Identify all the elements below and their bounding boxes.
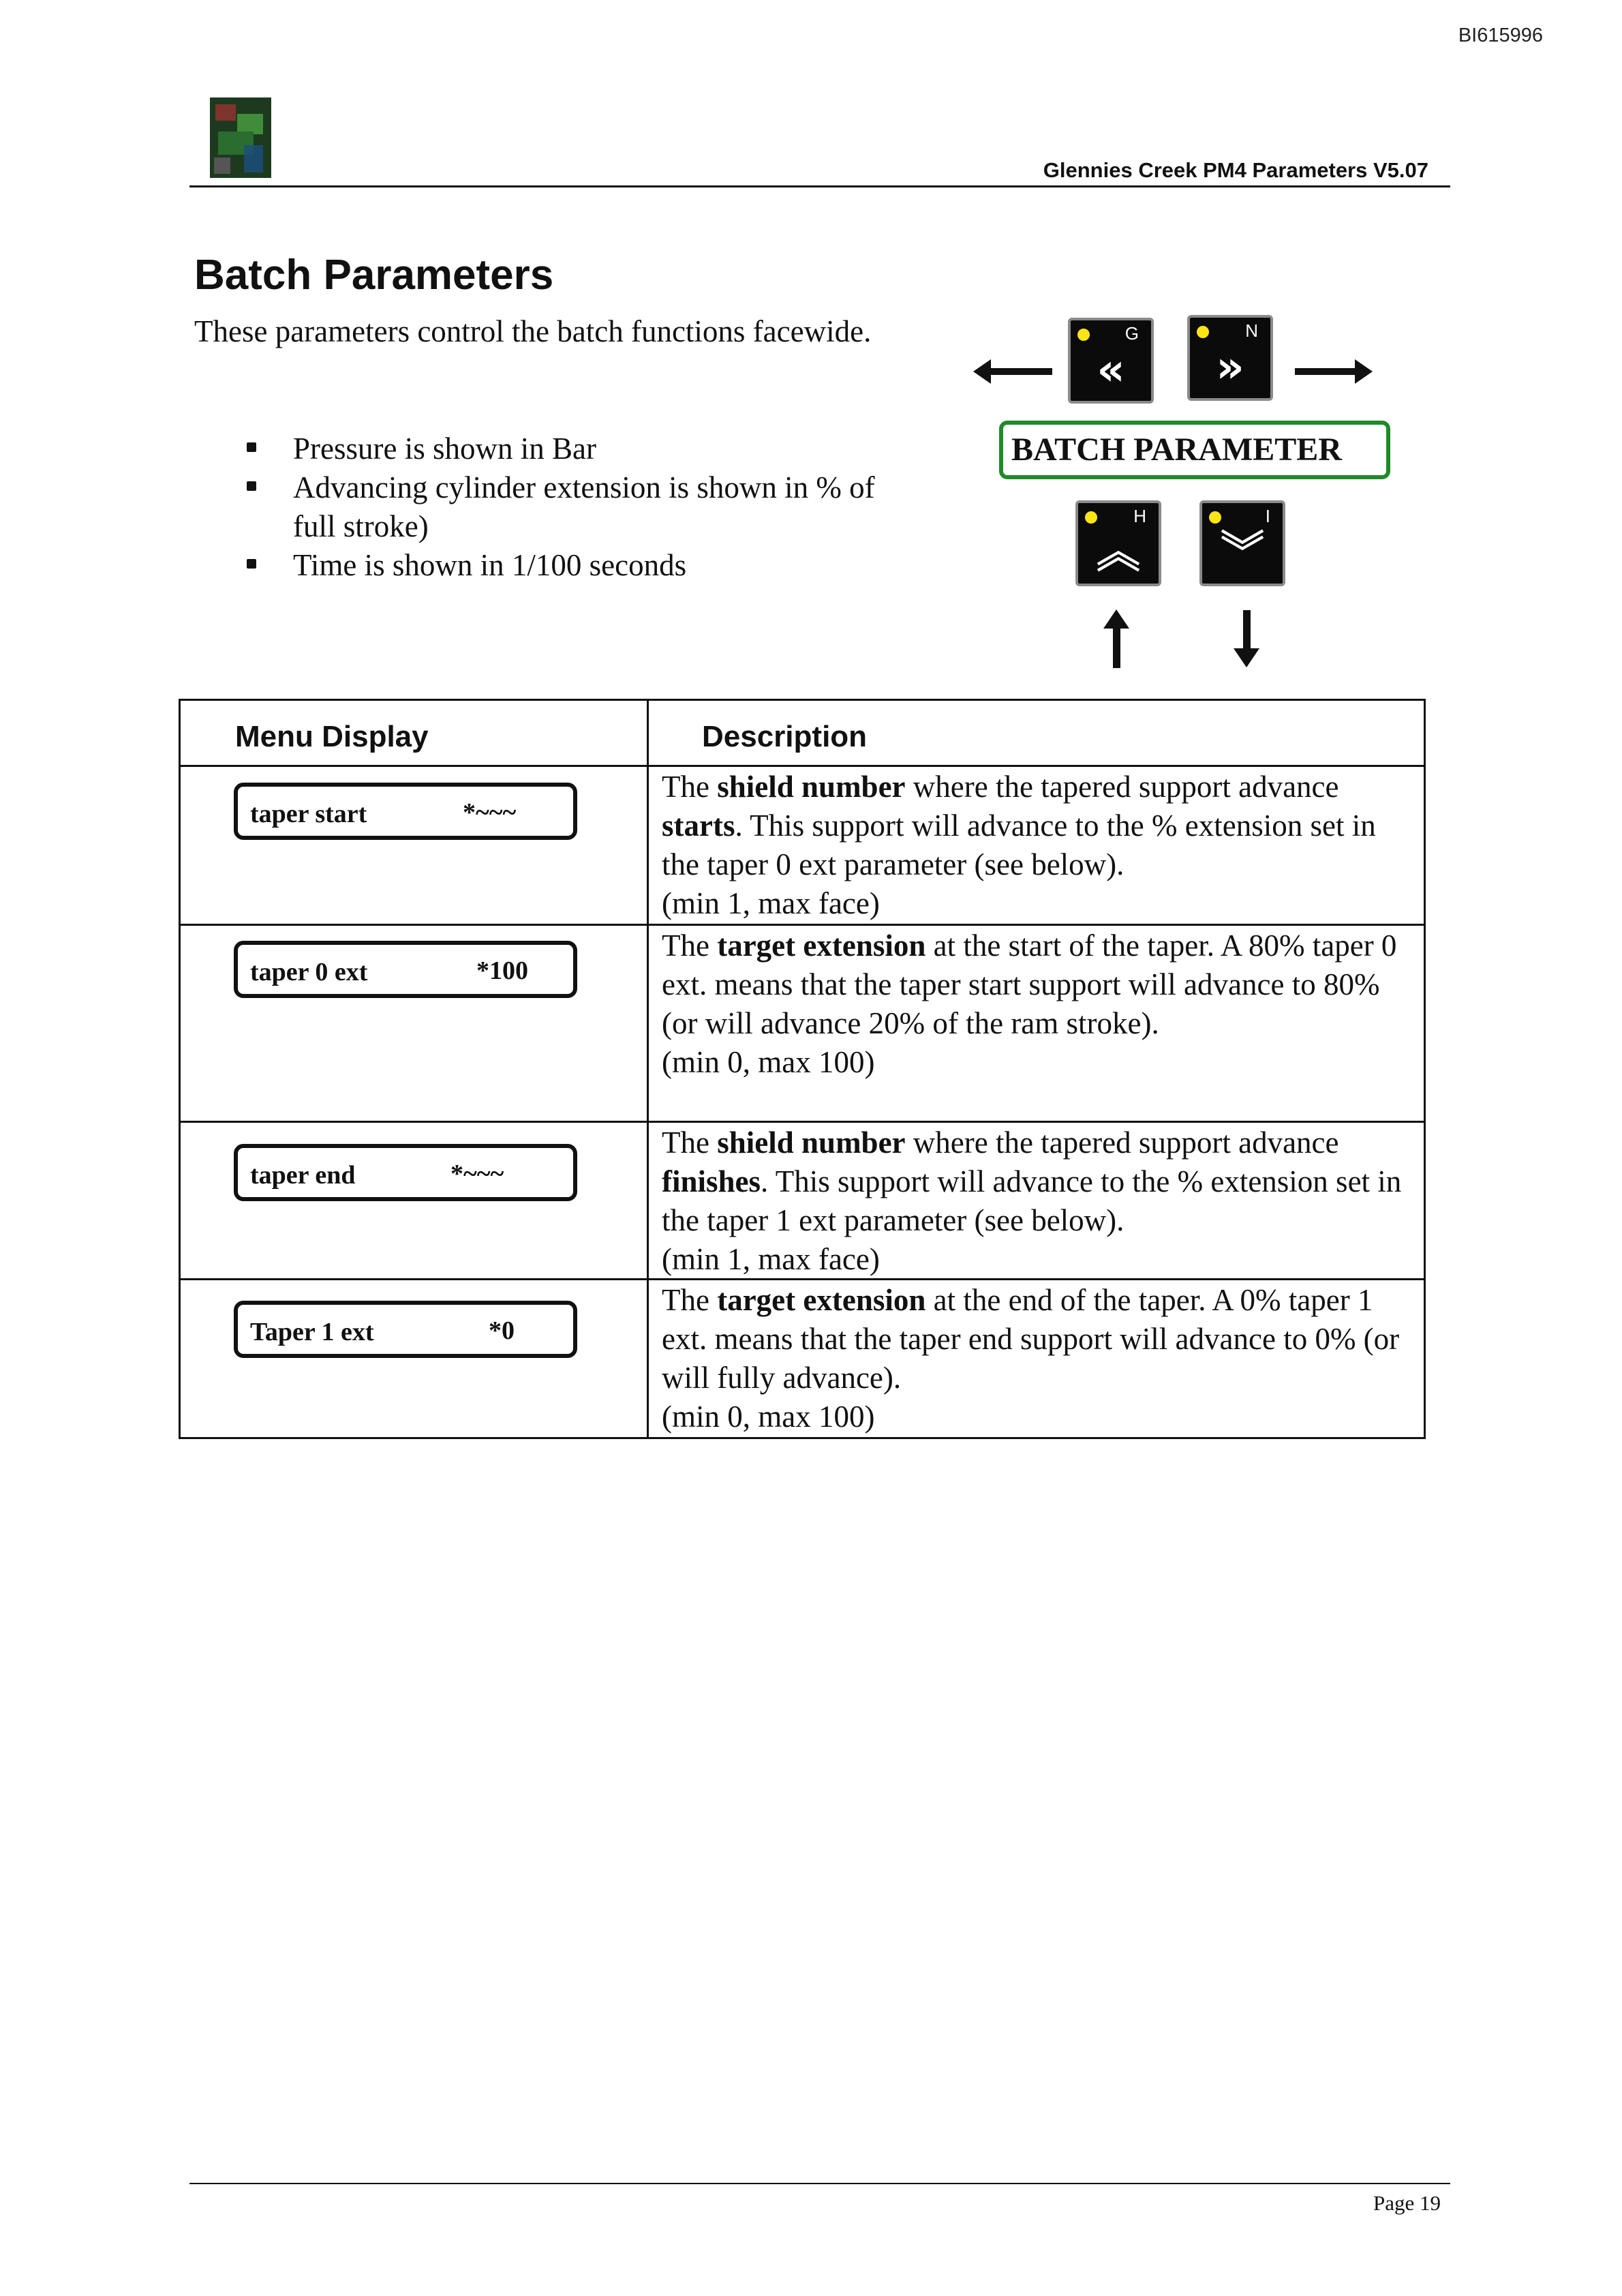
- arrow-right-icon: [1295, 368, 1356, 375]
- key-letter: H: [1133, 506, 1146, 526]
- arrow-left-icon: [990, 368, 1052, 375]
- range-text: (min 1, max face): [662, 1242, 880, 1276]
- plain-text: The: [662, 928, 718, 963]
- range-text: (min 0, max 100): [662, 1045, 875, 1079]
- plain-text: where the tapered support advance: [905, 770, 1339, 804]
- emphasis-text: target extension: [717, 1283, 926, 1317]
- emphasis-text: finishes: [662, 1164, 761, 1198]
- description-text: [662, 1126, 1401, 1237]
- bullet-icon: [247, 559, 256, 569]
- lcd-param-name: Taper 1 ext: [250, 1318, 374, 1346]
- lcd-display: [234, 1301, 577, 1358]
- range-text: (min 1, max face): [662, 886, 880, 920]
- double-chevron-left-icon: «: [1097, 345, 1125, 395]
- bullet-item: [244, 429, 885, 468]
- led-indicator-icon: [1209, 511, 1221, 524]
- intro-paragraph: These parameters control the batch functions facewide.: [194, 314, 872, 348]
- arrow-up-icon: [1113, 627, 1120, 668]
- page-number: Page 19: [1373, 2191, 1441, 2215]
- arrow-down-icon: [1243, 610, 1251, 650]
- lcd-display: [234, 1144, 577, 1201]
- footer-divider: [189, 2183, 1450, 2184]
- param-description: [662, 1281, 1418, 1436]
- bullet-text: Advancing cylinder extension is shown in % of full stroke): [293, 470, 875, 543]
- unit-bullet-list: [244, 429, 885, 585]
- emphasis-text: target extension: [717, 928, 926, 963]
- plain-text: The: [662, 1283, 718, 1317]
- header-title: Glennies Creek PM4 Parameters V5.07: [1043, 158, 1428, 182]
- description-header: Description: [702, 720, 868, 753]
- emphasis-text: shield number: [717, 770, 906, 804]
- param-description: [662, 1123, 1418, 1279]
- led-indicator-icon: [1197, 326, 1209, 338]
- plain-text: at the start of the taper. A 80% taper 0 ext. means that the taper start support will advance to 80% (or will advance 20% of the ram stroke).: [662, 928, 1397, 1040]
- lcd-param-name: taper 0 ext: [250, 958, 368, 986]
- double-chevron-down-icon: ︾: [1221, 528, 1264, 578]
- key-letter: G: [1124, 323, 1139, 344]
- plain-text: where the tapered support advance: [905, 1126, 1339, 1160]
- lcd-display: [234, 783, 577, 840]
- lcd-param-value: *100: [476, 956, 528, 985]
- batch-parameter-display: BATCH PARAMETER: [999, 421, 1390, 479]
- header-divider: [189, 185, 1450, 187]
- description-text: [662, 928, 1396, 1040]
- lcd-param-value: *~~~: [463, 798, 517, 827]
- range-text: (min 0, max 100): [662, 1400, 875, 1434]
- param-description: [662, 926, 1418, 1082]
- bullet-text: Pressure is shown in Bar: [293, 432, 596, 466]
- row-divider: [181, 924, 1424, 926]
- description-text: [662, 770, 1376, 881]
- description-text: [662, 1283, 1399, 1395]
- bullet-item: [244, 546, 885, 585]
- emphasis-text: starts: [662, 809, 735, 843]
- row-divider: [181, 765, 1424, 767]
- double-chevron-right-icon: »: [1216, 342, 1244, 393]
- document-id: BI615996: [1458, 25, 1543, 46]
- company-logo: [210, 97, 271, 178]
- lcd-param-value: *0: [489, 1316, 515, 1345]
- plain-text: The: [662, 770, 718, 804]
- emphasis-text: shield number: [717, 1126, 906, 1160]
- lcd-param-name: taper start: [250, 800, 367, 828]
- key-g-button: [1068, 318, 1154, 404]
- plain-text: at the end of the taper. A 0% taper 1 ext. means that the taper end support will advance to 0% (or will fully advance).: [662, 1283, 1400, 1395]
- plain-text: The: [662, 1126, 718, 1160]
- lcd-display: [234, 941, 577, 998]
- param-description: [662, 768, 1418, 923]
- key-h-button: [1075, 500, 1161, 586]
- parameter-table: [179, 699, 1426, 1439]
- key-n-button: [1187, 315, 1273, 401]
- lcd-param-value: *~~~: [450, 1160, 504, 1188]
- key-letter: N: [1245, 320, 1258, 341]
- lcd-param-name: taper end: [250, 1161, 356, 1190]
- bullet-icon: [247, 442, 256, 452]
- page-heading: Batch Parameters: [194, 252, 554, 299]
- key-i-button: [1199, 500, 1285, 586]
- plain-text: . This support will advance to the % extension set in the taper 1 ext parameter (see below).: [662, 1164, 1402, 1237]
- bullet-text: Time is shown in 1/100 seconds: [293, 548, 687, 582]
- bullet-item: [244, 468, 885, 546]
- menu-display-header: Menu Display: [235, 720, 429, 753]
- led-indicator-icon: [1085, 511, 1097, 524]
- row-divider: [181, 1121, 1424, 1123]
- key-letter: I: [1265, 506, 1270, 526]
- bullet-icon: [247, 481, 256, 491]
- double-chevron-up-icon: ︽: [1097, 528, 1140, 578]
- led-indicator-icon: [1077, 329, 1090, 341]
- plain-text: . This support will advance to the % extension set in the taper 0 ext parameter (see below).: [662, 809, 1376, 881]
- column-divider: [647, 701, 649, 1437]
